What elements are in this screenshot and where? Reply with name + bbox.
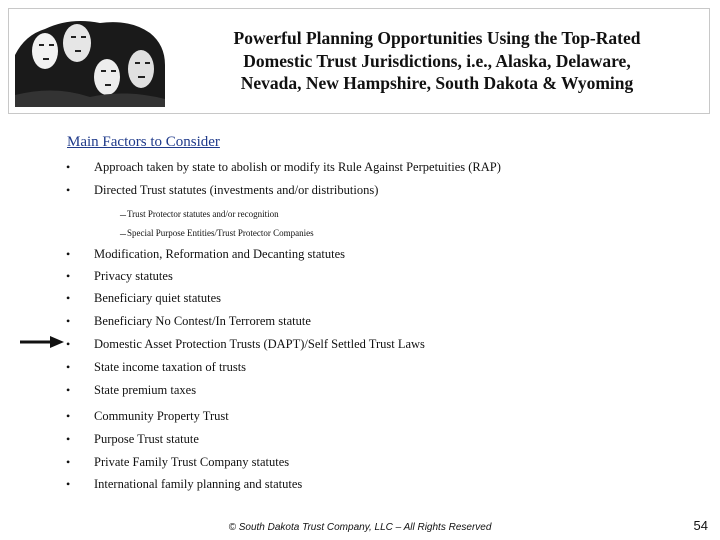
- list-item-text: State income taxation of trusts: [94, 360, 247, 374]
- dash-marker: –: [120, 226, 126, 240]
- list-item-text: State premium taxes: [94, 383, 197, 397]
- bullet-marker: •: [66, 269, 71, 283]
- list-item-text: Directed Trust statutes (investments and/or distributions): [94, 183, 379, 197]
- bullet-marker: •: [66, 360, 71, 374]
- bullet-marker: •: [66, 477, 71, 491]
- list-item-text: International family planning and statutes: [94, 477, 303, 491]
- title-line-3: Nevada, New Hampshire, South Dakota & Wyoming: [240, 73, 634, 93]
- title-line-1: Powerful Planning Opportunities Using the Top-Rated: [233, 28, 641, 48]
- list-item-text: Trust Protector statutes and/or recognition: [127, 209, 279, 219]
- bullet-marker: •: [66, 160, 71, 174]
- right-arrow-icon: [20, 335, 64, 349]
- section-heading: Main Factors to Consider: [67, 134, 220, 150]
- dash-marker: –: [120, 207, 126, 221]
- page-number: 54: [693, 518, 708, 533]
- list-item-text: Beneficiary No Contest/In Terrorem statute: [94, 314, 311, 328]
- bullet-marker: •: [66, 183, 71, 197]
- list-item-text: Private Family Trust Company statutes: [94, 455, 290, 469]
- list-item-text: Purpose Trust statute: [94, 432, 199, 446]
- list-item-text: Beneficiary quiet statutes: [94, 291, 222, 305]
- bullet-marker: •: [66, 337, 71, 351]
- title-line-2: Domestic Trust Jurisdictions, i.e., Alaska, Delaware,: [243, 50, 631, 71]
- list-item-text: Special Purpose Entities/Trust Protector Companies: [127, 228, 314, 238]
- list-item-text: Community Property Trust: [94, 409, 229, 423]
- list-item-text: Domestic Asset Protection Trusts (DAPT)/Self Settled Trust Laws: [94, 337, 425, 351]
- header-box: [8, 8, 710, 114]
- list-item-text: Privacy statutes: [94, 269, 173, 283]
- mount-rushmore-icon: [15, 15, 165, 107]
- bullet-marker: •: [66, 314, 71, 328]
- bullet-marker: •: [66, 432, 71, 446]
- bullet-marker: •: [66, 409, 71, 423]
- footer-copyright: © South Dakota Trust Company, LLC – All Rights Reserved: [228, 522, 492, 533]
- list-item-text: Modification, Reformation and Decanting statutes: [94, 247, 345, 261]
- bullet-marker: •: [66, 383, 71, 397]
- bullet-marker: •: [66, 247, 71, 261]
- bullet-marker: •: [66, 455, 71, 469]
- bullet-marker: •: [66, 291, 71, 305]
- page-title: [177, 27, 697, 95]
- list-item-text: Approach taken by state to abolish or modify its Rule Against Perpetuities (RAP): [94, 160, 501, 174]
